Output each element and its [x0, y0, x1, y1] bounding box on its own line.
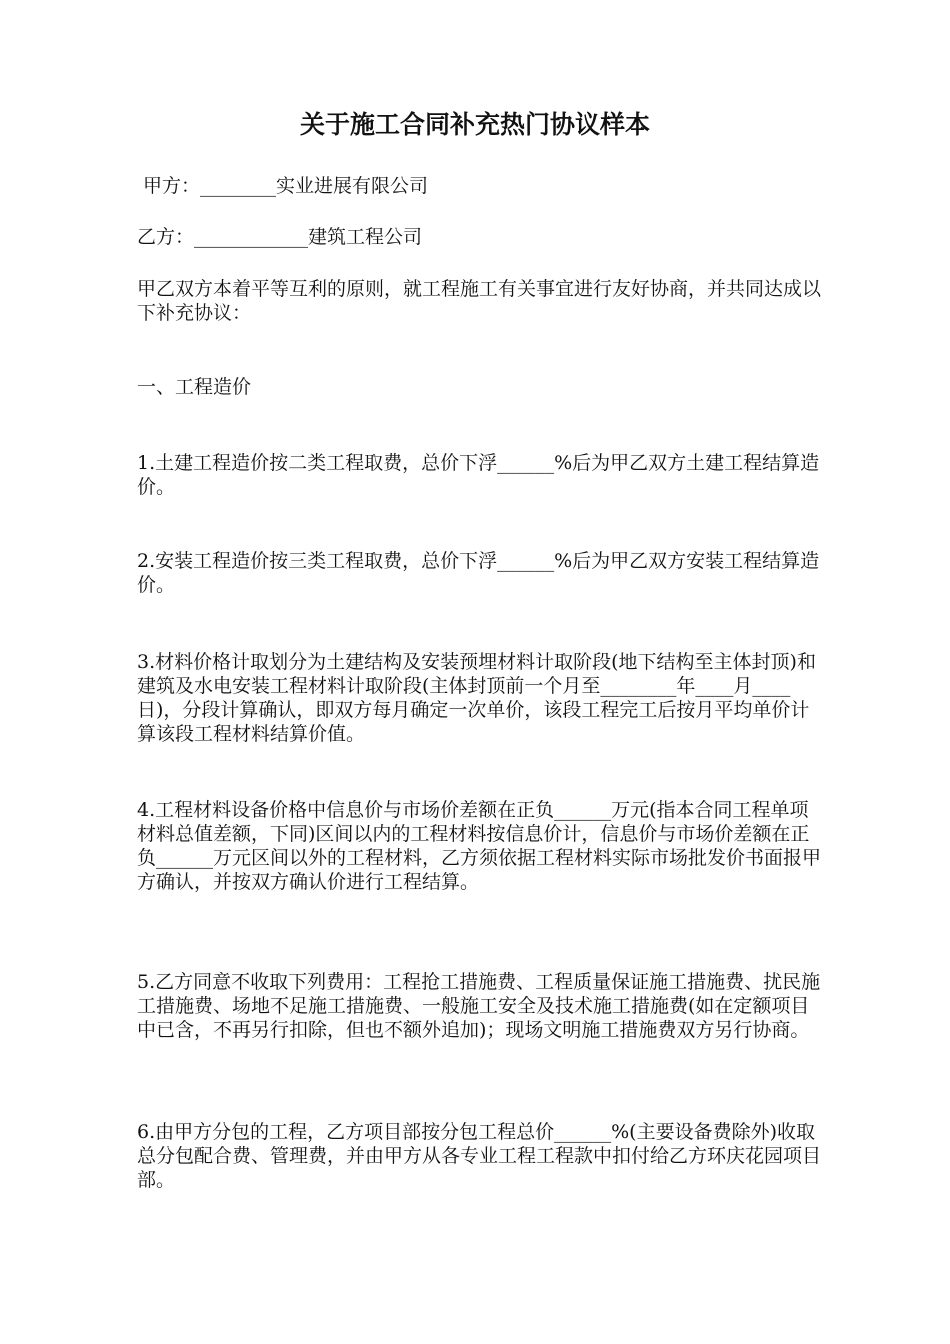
party-b-line: 乙方：____________建筑工程公司 — [137, 226, 423, 248]
section-heading-project-cost: 一、工程造价 — [137, 376, 252, 398]
clause-6: 6.由甲方分包的工程，乙方项目部按分包工程总价______%(主要设备费除外)收取总分包配合费、管理费，并由甲方从各专业工程工程款中扣付给乙方环庆花园项目部。 — [137, 1121, 822, 1191]
document-title: 关于施工合同补充热门协议样本 — [299, 110, 650, 139]
clause-4: 4.工程材料设备价格中信息价与市场价差额在正负______万元(指本合同工程单项材料总值差额，下同)区间以内的工程材料按信息价计，信息价与市场价差额在正负______万元区间以外的工程材料，乙方须依据工程材料实际市场批发价书面报甲方确认，并按双方确认价进行工程结算。 — [137, 799, 822, 893]
clause-5: 5.乙方同意不收取下列费用：工程抢工措施费、工程质量保证施工措施费、扰民施工措施费、场地不足施工措施费、一般施工安全及技术施工措施费(如在定额项目中已含，不再另行扣除，但也不额外追加)；现场文明施工措施费双方另行协商。 — [137, 971, 821, 1041]
party-a-line: 甲方：________实业进展有限公司 — [137, 175, 429, 197]
intro-paragraph: 甲乙双方本着平等互利的原则，就工程施工有关事宜进行友好协商，并共同达成以下补充协议： — [137, 278, 822, 324]
clause-3: 3.材料价格计取划分为土建结构及安装预埋材料计取阶段(地下结构至主体封顶)和建筑及水电安装工程材料计取阶段(主体封顶前一个月至________年____月____日)，分段计算确认，即双方每月确定一次单价，该段工程完工后按月平均单价计算该段工程材料结算价值。 — [137, 651, 816, 745]
clause-2: 2.安装工程造价按三类工程取费，总价下浮______%后为甲乙双方安装工程结算造价。 — [137, 550, 820, 596]
clause-1: 1.土建工程造价按二类工程取费，总价下浮______%后为甲乙双方土建工程结算造价。 — [137, 452, 820, 498]
